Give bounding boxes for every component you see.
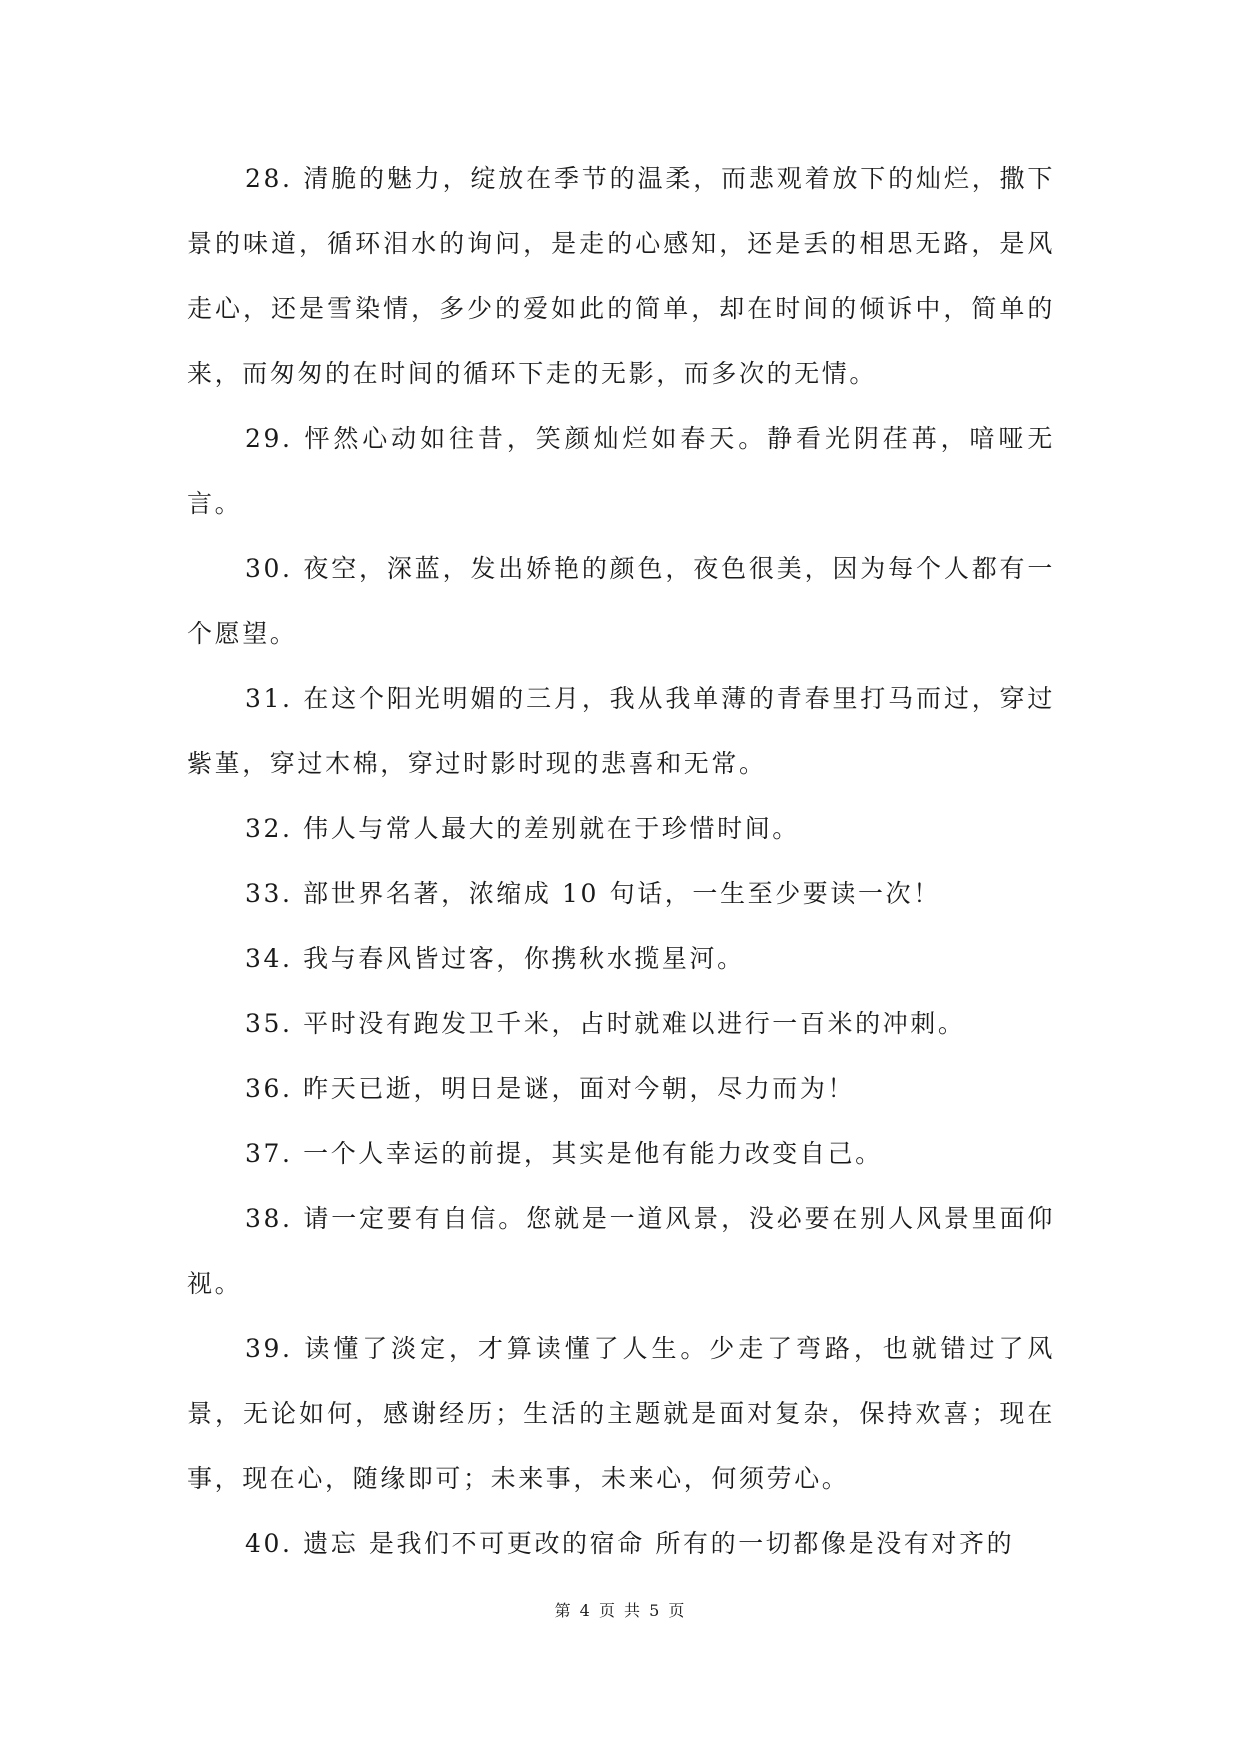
- paragraph-30: 30. 夜空，深蓝，发出娇艳的颜色，夜色很美，因为每个人都有一个愿望。: [187, 554, 1055, 648]
- paragraph-29: 29. 怦然心动如往昔，笑颜灿烂如春天。静看光阴荏苒，喑哑无言。: [187, 424, 1055, 518]
- paragraph-35: 35. 平时没有跑发卫千米，占时就难以进行一百米的冲刺。: [245, 1009, 966, 1038]
- paragraph-32: 32. 伟人与常人最大的差别就在于珍惜时间。: [245, 814, 800, 843]
- paragraph-36: 36. 昨天已逝，明日是谜，面对今朝，尽力而为！: [245, 1074, 856, 1103]
- paragraph-31: 31. 在这个阳光明媚的三月，我从我单薄的青春里打马而过，穿过紫堇，穿过木棉，穿过时影时现的悲喜和无常。: [187, 684, 1055, 778]
- page-number-footer: 第 4 页 共 5 页: [554, 1601, 687, 1620]
- paragraph-28: 28. 清脆的魅力，绽放在季节的温柔，而悲观着放下的灿烂，撒下景的味道，循环泪水的询问，是走的心感知，还是丢的相思无路，是风走心，还是雪染情，多少的爱如此的简单，却在时间的倾诉中，简单的来，而匆匆的在时间的循环下走的无影，而多次的无情。: [187, 164, 1055, 388]
- paragraph-40: 40. 遗忘 是我们不可更改的宿命 所有的一切都像是没有对齐的: [245, 1529, 1015, 1558]
- document-body: [187, 146, 1055, 1576]
- paragraph-39: 39. 读懂了淡定，才算读懂了人生。少走了弯路，也就错过了风景，无论如何，感谢经历；生活的主题就是面对复杂，保持欢喜；现在事，现在心，随缘即可；未来事，未来心，何须劳心。: [187, 1334, 1055, 1493]
- paragraph-34: 34. 我与春风皆过客，你携秋水揽星河。: [245, 944, 745, 973]
- paragraph-33: 33. 部世界名著，浓缩成 10 句话，一生至少要读一次！: [245, 879, 941, 908]
- paragraph-38: 38. 请一定要有自信。您就是一道风景，没必要在别人风景里面仰视。: [187, 1204, 1055, 1298]
- paragraph-37: 37. 一个人幸运的前提，其实是他有能力改变自己。: [245, 1139, 883, 1168]
